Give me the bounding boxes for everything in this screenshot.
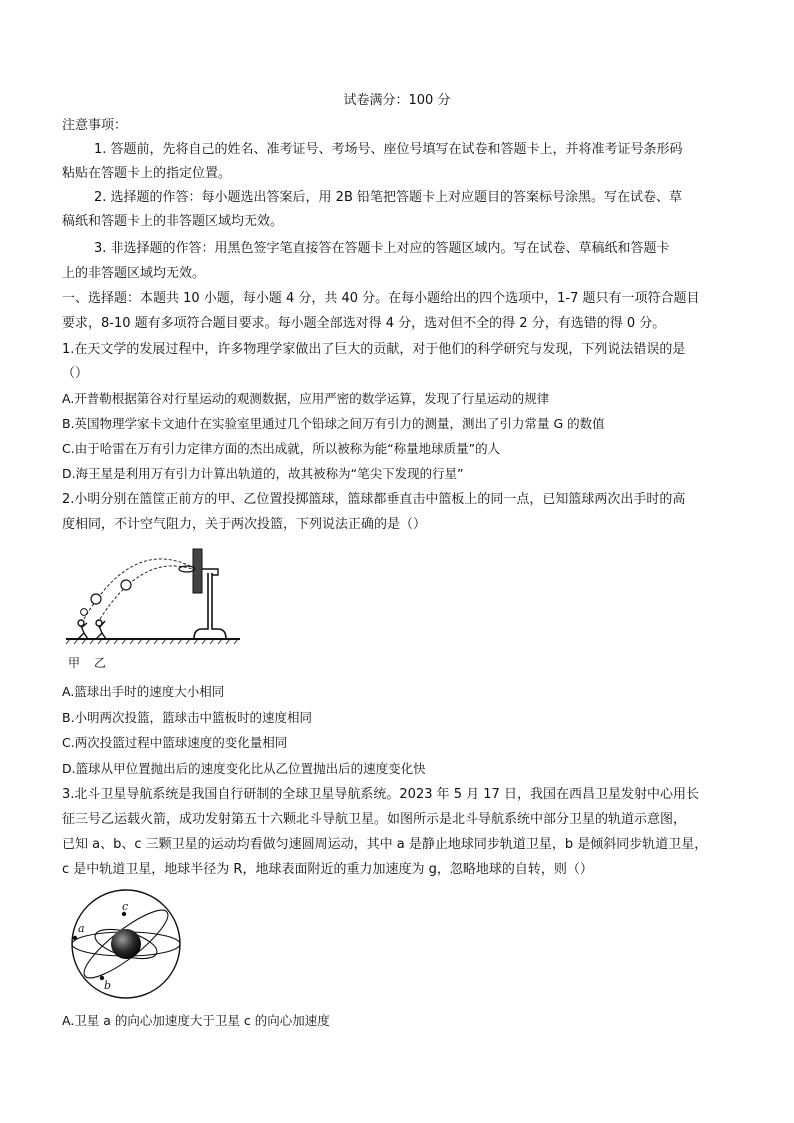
q3-stem-cont3: c 是中轨道卫星，地球半径为 R，地球表面附近的重力加速度为 g，忽略地球的自转，则（） [62, 862, 593, 877]
score-header: 试卷满分：100 分 [343, 93, 451, 108]
q2-option-c: C.两次投篮过程中篮球速度的变化量相同 [62, 735, 288, 750]
q3-stem-cont1: 征三号乙运载火箭，成功发射第五十六颗北斗导航卫星。如图所示是北斗导航系统中部分卫星的轨道示意图， [62, 812, 687, 827]
notice-item-1: 1. 答题前，先将自己的姓名、准考证号、考场号、座位号填写在试卷和答题卡上，并将准考证号条形码 [94, 142, 683, 157]
satellite-orbit-figure [62, 886, 192, 1002]
basketball-figure [62, 543, 242, 673]
label-yi: 乙 [94, 656, 107, 670]
q2-stem-cont: 度相同，不计空气阻力，关于两次投篮，下列说法正确的是（） [62, 517, 427, 532]
label-jia: 甲 [68, 656, 81, 670]
q1-option-d: D.海王星是利用万有引力计算出轨道的，故其被称为“笔尖下发现的行星” [62, 466, 464, 481]
section1-heading: 一、选择题：本题共 10 小题，每小题 4 分，共 40 分。在每小题给出的四个选项中，1-7 题只有一项符合题目 [62, 291, 700, 306]
q1-option-c: C.由于哈雷在万有引力定律方面的杰出成就，所以被称为能“称量地球质量”的人 [62, 441, 501, 456]
q1-stem: 1.在天文学的发展过程中，许多物理学家做出了巨大的贡献，对于他们的科学研究与发现，下列说法错误的是 [62, 342, 686, 357]
notice-item-1-cont: 粘贴在答题卡上的指定位置。 [62, 166, 232, 181]
q2-option-d: D.篮球从甲位置抛出后的速度变化比从乙位置抛出后的速度变化快 [62, 761, 426, 776]
notice-item-2-cont: 稿纸和答题卡上的非答题区域均无效。 [62, 214, 284, 229]
notice-item-3-cont: 上的非答题区域均无效。 [62, 266, 206, 281]
q1-option-b: B.英国物理学家卡文迪什在实验室里通过几个铅球之间万有引力的测量，测出了引力常量 G 的数值 [62, 416, 605, 431]
q1-option-a: A.开普勒根据第谷对行星运动的观测数据，应用严密的数学运算，发现了行星运动的规律 [62, 391, 550, 406]
q3-stem: 3.北斗卫星导航系统是我国自行研制的全球卫星导航系统。2023 年 5 月 17 日，我国在西昌卫星发射中心用长 [62, 787, 699, 802]
label-c: c [122, 900, 129, 913]
q3-option-a: A.卫星 a 的向心加速度大于卫星 c 的向心加速度 [62, 1013, 330, 1028]
q2-option-b: B.小明两次投篮，篮球击中篮板时的速度相同 [62, 710, 313, 725]
q3-stem-cont2: 已知 a、b、c 三颗卫星的运动均看做匀速圆周运动，其中 a 是静止地球同步轨道卫星，b 是倾斜同步轨道卫星， [62, 837, 708, 852]
q2-stem: 2.小明分别在篮筐正前方的甲、乙位置投掷篮球，篮球都垂直击中篮板上的同一点，已知篮球两次出手时的高 [62, 492, 686, 507]
label-a: a [78, 922, 85, 935]
notice-title: 注意事项： [62, 118, 128, 133]
q2-option-a: A.篮球出手时的速度大小相同 [62, 684, 225, 699]
section1-heading-cont: 要求，8-10 题有多项符合题目要求。每小题全部选对得 4 分，选对但不全的得 2 分，有选错的得 0 分。 [62, 316, 666, 331]
label-b: b [104, 979, 112, 992]
notice-item-2: 2. 选择题的作答：每小题选出答案后，用 2B 铅笔把答题卡上对应题目的答案标号涂黑。写在试卷、草 [94, 190, 682, 205]
notice-item-3: 3. 非选择题的作答：用黑色签字笔直接答在答题卡上对应的答题区域内。写在试卷、草稿纸和答题卡 [94, 241, 670, 256]
q1-stem-cont: （） [62, 366, 89, 381]
